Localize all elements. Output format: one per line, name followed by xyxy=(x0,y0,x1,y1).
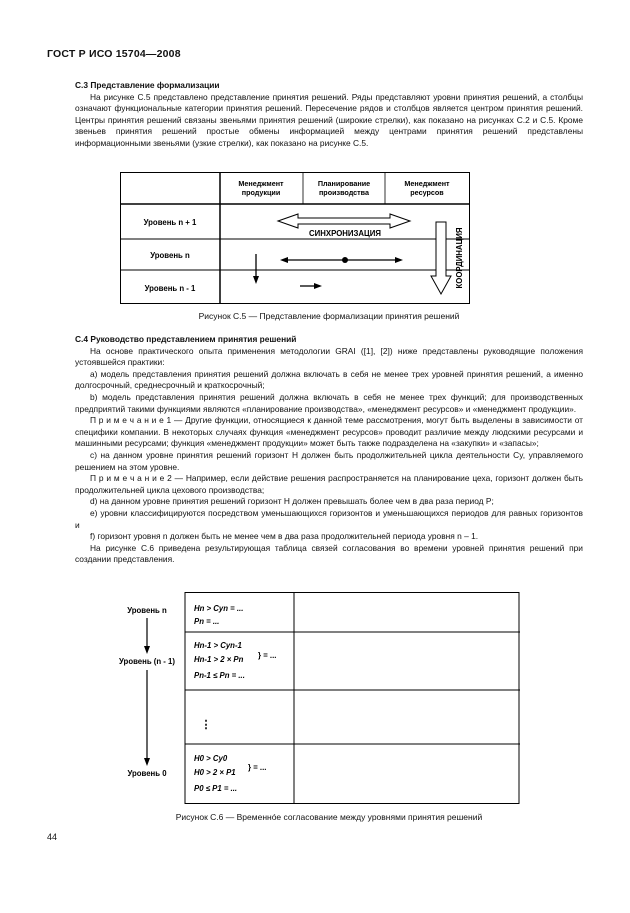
level-n-label: Уровень n xyxy=(127,606,167,615)
formula-h0-cy: H0 > Cy0 xyxy=(194,754,228,763)
col-production: Менеджмент продукции xyxy=(238,179,284,197)
c4-item-b: b) модель представления принятия решений должна включать в себя не менее трех функций; для производственных предприятий такими функциями являются «планирование производства», «менеджмент ресурсов» и «менеджмент продукции». xyxy=(75,391,583,414)
document-header: ГОСТ Р ИСО 15704—2008 xyxy=(47,48,181,60)
info-arrowhead-left xyxy=(280,257,288,263)
figure-c6-caption: Рисунок С.6 — Временнóе согласование между уровнями принятия решений xyxy=(175,812,483,822)
formula-pn: Pn = ... xyxy=(194,617,220,626)
c4-item-a: а) модель представления принятия решений должна включать в себя не менее трех уровней принятия решений, а именно долгосрочный, среднесрочный и краткосрочный; xyxy=(75,368,583,391)
page-number: 44 xyxy=(47,832,58,842)
c4-note-1: П р и м е ч а н и е 1 — Другие функции, относящиеся к данной теме рассмотрения, могут быть выделены в зависимости от специфики компании. В некоторых случаях функция «менеджмент ресурсов» проводит различие между людскими ресурсами и машинными ресурсами; функция «менеджмент продукции» может быть также подразделена на «закупки» и «запасы»; xyxy=(75,415,583,449)
synchronization-arrow xyxy=(278,214,410,228)
c4-closing: На рисунке С.6 приведена результирующая таблица связей согласования во времени уровней принятия решений при создании представления. xyxy=(75,542,583,565)
c4-item-f: f) горизонт уровня n должен быть не менее чем в два раза продолжительней периода уровня n – 1. xyxy=(90,531,479,542)
formula-p0: P0 ≤ P1 = ... xyxy=(194,784,238,793)
formula-pn1: Pn-1 ≤ Pn = ... xyxy=(194,671,245,680)
section-c3-heading: С.3 Представление формализации xyxy=(75,80,220,90)
formula-hn: Hn > Cyn = ... xyxy=(194,604,244,613)
c4-note-2: П р и м е ч а н и е 2 — Например, если действие решения распространяется на планирование цеха, горизонт должен быть продолжительней цикла цехового производства; xyxy=(75,473,583,495)
formula-h0-p1: H0 > 2 × P1 xyxy=(194,768,236,777)
row-level-n-plus-1: Уровень n + 1 xyxy=(143,218,197,227)
coordination-label: КООРДИНАЦИЯ xyxy=(455,227,464,289)
formula-hn1-pn: Hn-1 > 2 × Pn xyxy=(194,655,244,664)
formula-brace-lower: } = ... xyxy=(248,763,267,772)
level-0-label: Уровень 0 xyxy=(127,769,167,778)
formula-hn1-cy: Hn-1 > Cyn-1 xyxy=(194,641,242,650)
info-node xyxy=(342,257,348,263)
coordination-arrow xyxy=(431,222,451,294)
col-planning: Планирование производства xyxy=(317,179,371,197)
row-level-n-minus-1: Уровень n - 1 xyxy=(144,284,196,293)
row-level-n: Уровень n xyxy=(150,251,190,260)
continuation-dots: ⋮ xyxy=(200,719,212,731)
info-arrow-right xyxy=(314,283,322,289)
section-c4-heading: С.4 Руководство представлением принятия решений xyxy=(75,334,297,344)
c4-item-e: е) уровни классифицируются посредством уменьшающихся горизонтов и уменьшающихся периодов для равных горизонтов и xyxy=(75,507,583,530)
section-c3-paragraph: На рисунке С.5 представлено представление принятия решений. Ряды представляют уровни принятия решений, а столбцы означают функциональные категории принятия решений. Пересечение рядов и столбцов является центром принятия решений. Центры принятия решений связаны звеньями принятия решений (широкие стрелки), как показано на рисунках С.2 и С.5. Кроме звеньев принятия решений простые обмены информацией между центрами принятия решений представлены информационными звеньями (узкие стрелки), как показано на рисунке С.5. xyxy=(75,91,583,148)
col-resources: Менеджмент ресурсов xyxy=(404,179,450,197)
info-arrow-down xyxy=(253,276,259,284)
section-c4 xyxy=(75,334,583,566)
c4-item-d: d) на данном уровне принятия решений горизонт H должен превышать более чем в два раза период P; xyxy=(90,496,494,507)
figure-c5-diagram xyxy=(120,172,470,304)
c4-item-c: с) на данном уровне принятия решений горизонт H должен быть продолжительней цикла деятельности Cy, управляемого решением на этом уровне. xyxy=(75,449,583,472)
figure-c5-caption: Рисунок С.5 — Представление формализации принятия решений xyxy=(198,311,460,321)
info-arrowhead-right xyxy=(395,257,403,263)
formula-brace-upper: } = ... xyxy=(258,651,277,660)
figure-c6-diagram xyxy=(110,592,520,804)
level-n-minus-1-label: Уровень (n - 1) xyxy=(119,657,175,666)
synchronization-label: СИНХРОНИЗАЦИЯ xyxy=(309,229,381,238)
c4-intro: На основе практического опыта применения методологии GRAI ([1], [2]) ниже представлены руководящие положения устоявшейся практики: xyxy=(75,345,583,368)
section-c3 xyxy=(75,80,583,150)
